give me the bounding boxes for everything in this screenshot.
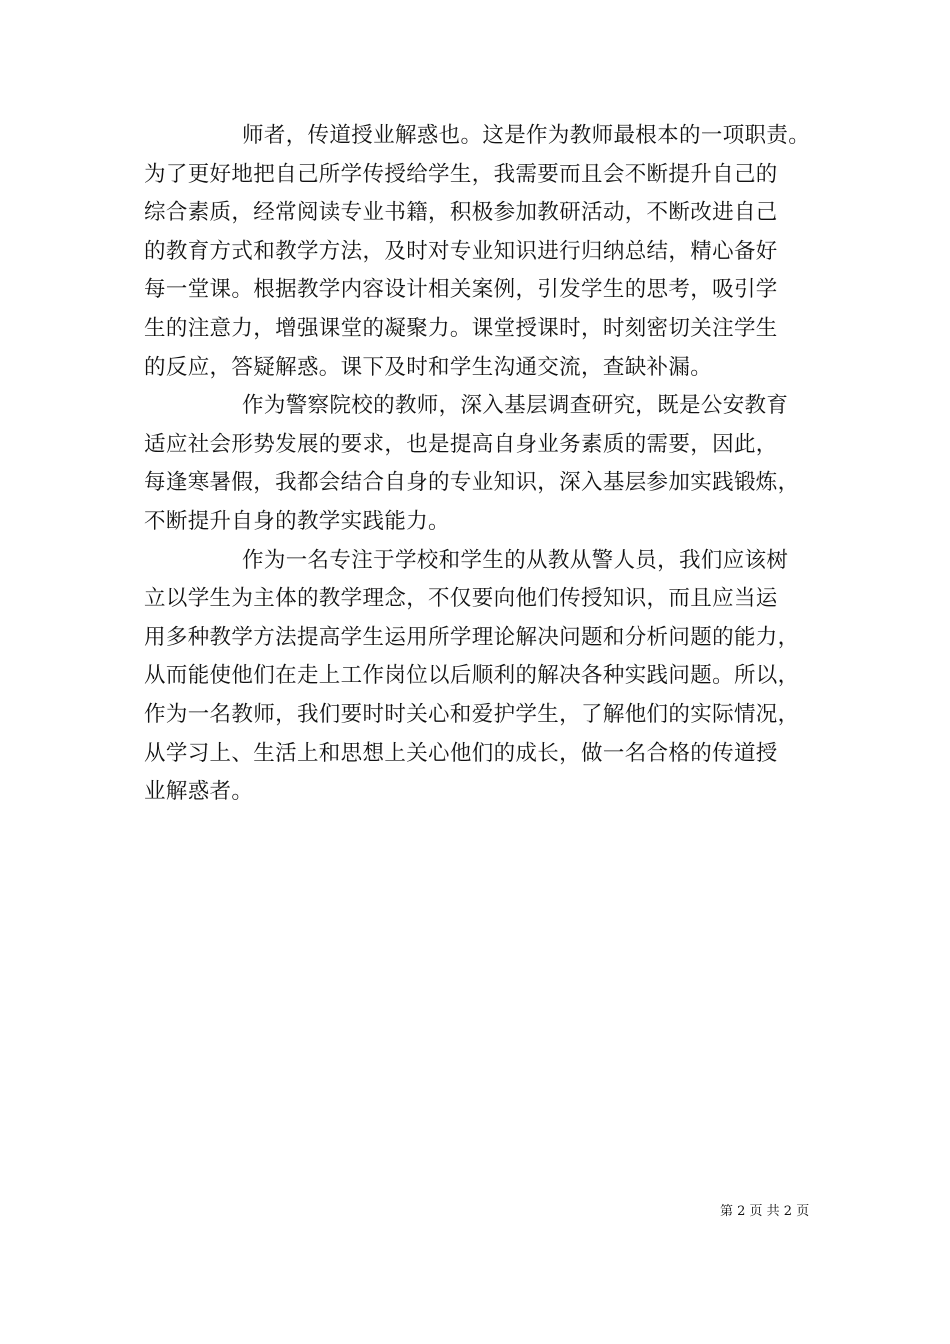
paragraph-1-line-1: 师者，传道授业解惑也。这是作为教师最根本的一项职责。: [242, 123, 811, 148]
paragraph-1-line-4: 的教育方式和教学方法，及时对专业知识进行归纳总结，精心备好: [144, 238, 778, 264]
paragraph-3-line-2: 立以学生为主体的教学理念，不仅要向他们传授知识，而且应当运: [144, 586, 778, 612]
document-body: [144, 117, 811, 812]
paragraph-3-line-4: 从而能使他们在走上工作岗位以后顺利的解决各种实践问题。所以，: [144, 663, 800, 689]
paragraph-2-line-2: 适应社会形势发展的要求，也是提高自身业务素质的需要，因此，: [144, 431, 778, 457]
paragraph-3-line-6: 从学习上、生活上和思想上关心他们的成长，做一名合格的传道授: [144, 740, 778, 766]
page-number-footer: 第 2 页 共 2 页: [720, 1204, 810, 1219]
paragraph-3-line-1: 作为一名专注于学校和学生的从教从警人员，我们应该树: [242, 547, 789, 573]
paragraph-1-line-3: 综合素质，经常阅读专业书籍，积极参加教研活动，不断改进自己: [144, 200, 778, 226]
paragraph-1-line-2: 为了更好地把自己所学传授给学生，我需要而且会不断提升自己的: [144, 161, 778, 187]
paragraph-1-line-5: 每一堂课。根据教学内容设计相关案例，引发学生的思考，吸引学: [144, 277, 778, 303]
paragraph-2-line-1: 作为警察院校的教师，深入基层调查研究，既是公安教育: [242, 393, 789, 419]
paragraph-2-line-4: 不断提升自身的教学实践能力。: [144, 508, 450, 534]
paragraph-1-line-7: 的反应，答疑解惑。课下及时和学生沟通交流，查缺补漏。: [144, 354, 713, 380]
paragraph-3-line-5: 作为一名教师，我们要时时关心和爱护学生，了解他们的实际情况，: [144, 701, 800, 727]
paragraph-2-line-3: 每逢寒暑假，我都会结合自身的专业知识，深入基层参加实践锻炼，: [144, 470, 800, 496]
paragraph-3-line-3: 用多种教学方法提高学生运用所学理论解决问题和分析问题的能力，: [144, 624, 800, 650]
paragraph-3-line-7: 业解惑者。: [144, 779, 254, 805]
paragraph-1-line-6: 生的注意力，增强课堂的凝聚力。课堂授课时，时刻密切关注学生: [144, 315, 778, 341]
